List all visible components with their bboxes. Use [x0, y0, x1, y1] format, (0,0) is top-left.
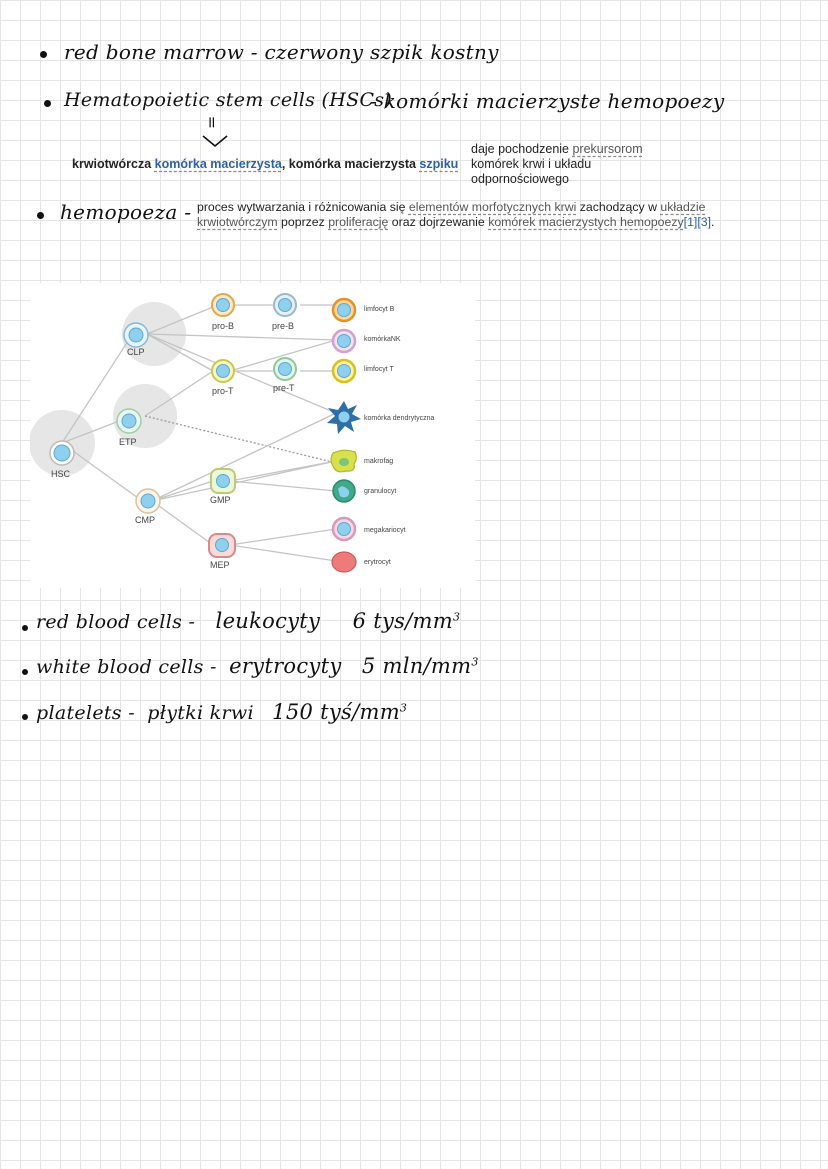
cell-pro-b [212, 294, 234, 316]
cell-limfocyt-b [333, 299, 355, 321]
count-row-2 [36, 654, 479, 678]
hemo-link-komorek[interactable]: komórek macierzystych hemopoezy [488, 215, 684, 229]
label-pro-t: pro-T [212, 386, 234, 396]
count-1-number: 6 tys/mm [352, 609, 453, 633]
bullet-icon [40, 51, 47, 58]
cell-megakariocyt [333, 518, 355, 540]
cell-mep [209, 534, 235, 557]
count-2-exponent: 3 [471, 655, 479, 669]
cell-erytrocyt [332, 552, 356, 572]
cell-pre-b [274, 294, 296, 316]
def-link-szpiku[interactable]: szpiku [419, 157, 459, 171]
bullet-icon [22, 625, 28, 631]
label-mep: MEP [210, 560, 230, 570]
label-dendrytyczna: komórka dendrytyczna [364, 415, 435, 422]
label-cmp: CMP [135, 515, 155, 525]
def-link-komorka[interactable]: komórka macierzysta [154, 157, 282, 171]
count-2-number: 5 mln/mm [361, 654, 472, 678]
cell-hsc [50, 441, 74, 465]
label-etp: ETP [119, 437, 137, 447]
bullet-icon [22, 669, 28, 675]
cell-granulocyt [333, 480, 355, 502]
def-side-text-3: odpornościowego [471, 172, 569, 186]
arrow-down-icon [200, 133, 230, 149]
cell-pre-t [274, 358, 296, 380]
bullet-icon [37, 212, 44, 219]
hemo-end: . [711, 215, 715, 229]
label-makrofag: makrofag [364, 458, 394, 465]
label-hsc: HSC [51, 469, 71, 479]
bullet-icon [22, 714, 28, 720]
count-2-value: erytrocyty [229, 654, 342, 678]
count-1-exponent: 3 [452, 610, 461, 624]
note-bone-marrow: red bone marrow - czerwony szpik kostny [64, 40, 499, 64]
label-pro-b: pro-B [212, 321, 235, 331]
bullet-icon [44, 100, 51, 107]
count-1-value: leukocyty [215, 609, 321, 633]
equals-sign: = [202, 115, 222, 130]
label-clp: CLP [127, 347, 145, 357]
label-pre-b: pre-B [272, 321, 295, 331]
def-text-b: , komórka macierzysta [281, 157, 416, 171]
count-3-label: platelets - [36, 702, 135, 724]
note-hemopoeza-label: hemopoeza - [60, 200, 192, 224]
cell-pro-t [212, 360, 234, 382]
def-side-link-prekursorom[interactable]: prekursorom [572, 142, 643, 156]
hemo-link-elementow[interactable]: elementów morfotycznych krwi [408, 200, 577, 214]
cell-gmp [211, 469, 235, 493]
definition-hemopoeza [197, 200, 714, 230]
cell-nk [333, 330, 355, 352]
hemo-text-1a: proces wytwarzania i różnicowania się [197, 200, 406, 214]
hemo-text-2b: oraz dojrzewanie [391, 215, 485, 229]
note-hsc-translation: - komórki macierzyste hemopoezy [370, 89, 725, 113]
def-side-text-2: komórek krwi i układu [471, 157, 592, 171]
label-limfocyt-t: limfocyt T [364, 366, 394, 373]
label-erytrocyt: erytrocyt [364, 559, 391, 566]
label-megakariocyt: megakariocyt [364, 527, 406, 534]
count-2-label: white blood cells - [36, 656, 217, 678]
hematopoiesis-diagram [30, 283, 475, 588]
definition-side [471, 142, 643, 187]
def-text-a: krwiotwórcza [72, 157, 152, 171]
hemo-link-proliferacje[interactable]: proliferację [328, 215, 389, 229]
count-3-number: 150 tyś/mm [272, 700, 400, 724]
label-granulocyt: granulocyt [364, 488, 397, 495]
count-3-exponent: 3 [399, 701, 408, 715]
cell-etp [117, 409, 141, 433]
count-row-1 [36, 609, 460, 633]
hemo-text-2a: poprzez [281, 215, 325, 229]
hemo-link-ukladzie[interactable]: układzie [660, 200, 706, 214]
count-1-label: red blood cells - [36, 611, 196, 633]
hemo-text-1b: zachodzący w [579, 200, 657, 214]
label-pre-t: pre-T [273, 383, 295, 393]
hemo-link-krwiotworczym[interactable]: krwiotwórczym [197, 215, 278, 229]
label-gmp: GMP [210, 495, 231, 505]
cell-makrofag [331, 450, 356, 472]
cell-limfocyt-t [333, 360, 355, 382]
cell-cmp [136, 489, 160, 513]
label-limfocyt-b: limfocyt B [364, 306, 395, 313]
note-hsc-term: Hematopoietic stem cells (HSCs) [64, 89, 393, 111]
count-row-3 [36, 700, 407, 724]
count-3-value: płytki krwi [147, 702, 254, 724]
definition-hsc [72, 157, 458, 172]
cell-clp [124, 323, 148, 347]
hemo-reference[interactable]: [1][3] [683, 215, 712, 229]
def-side-text-1: daje pochodzenie [471, 142, 569, 156]
label-nk: komórkaNK [364, 336, 401, 343]
